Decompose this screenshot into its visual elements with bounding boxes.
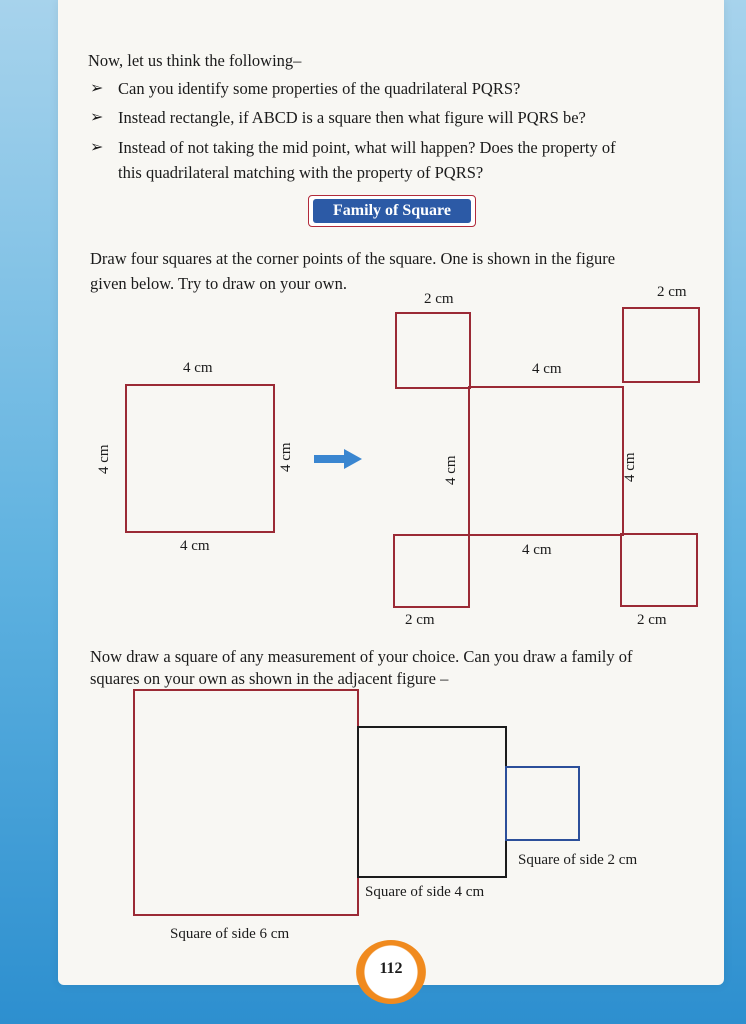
- activity2-line2: squares on your own as shown in the adjacent figure –: [90, 669, 449, 688]
- bullet-arrow-icon: ➢: [90, 109, 104, 126]
- bullet-arrow-icon: ➢: [90, 80, 104, 97]
- square-4cm: [358, 727, 506, 877]
- bottom-left-small-label: 2 cm: [405, 612, 435, 628]
- center-top-label: 4 cm: [532, 361, 562, 377]
- square-6cm-label: Square of side 6 cm: [170, 926, 290, 942]
- bullet-item-2: Instead rectangle, if ABCD is a square then what figure will PQRS be?: [118, 108, 586, 127]
- bullet-item-3-cont: this quadrilateral matching with the property of PQRS?: [118, 163, 484, 182]
- left-square-left-label: 4 cm: [96, 444, 112, 474]
- top-left-small-label: 2 cm: [424, 291, 454, 307]
- activity1-line1: Draw four squares at the corner points of the square. One is shown in the figure: [90, 249, 616, 268]
- intro-lead: Now, let us think the following–: [88, 51, 302, 70]
- top-right-small-label: 2 cm: [657, 284, 687, 300]
- section-heading: Family of Square: [313, 199, 471, 223]
- activity2-line1: Now draw a square of any measurement of your choice. Can you draw a family of: [90, 647, 633, 666]
- base-square: [126, 385, 274, 532]
- page-number: 112: [379, 960, 403, 977]
- center-left-label: 4 cm: [443, 455, 459, 485]
- right-arrow-icon: [314, 449, 362, 469]
- corner-square-bottom-right: [621, 534, 697, 606]
- corner-square-bottom-left: [394, 535, 469, 607]
- square-6cm: [134, 690, 358, 915]
- corner-square-top-right: [623, 308, 699, 382]
- bottom-right-small-label: 2 cm: [637, 612, 667, 628]
- left-square-bottom-label: 4 cm: [180, 538, 210, 554]
- corner-square-top-left: [396, 313, 470, 388]
- activity1-line2: given below. Try to draw on your own.: [90, 274, 347, 293]
- bullet-item-3: Instead of not taking the mid point, what will happen? Does the property of: [118, 138, 616, 157]
- center-square: [469, 387, 623, 535]
- center-right-label: 4 cm: [622, 452, 638, 482]
- square-2cm: [506, 767, 579, 840]
- square-2cm-label: Square of side 2 cm: [518, 852, 638, 868]
- left-square-top-label: 4 cm: [183, 360, 213, 376]
- center-bottom-label: 4 cm: [522, 542, 552, 558]
- square-4cm-label: Square of side 4 cm: [365, 884, 485, 900]
- bullet-arrow-icon: ➢: [90, 139, 104, 156]
- left-square-right-label: 4 cm: [278, 442, 294, 472]
- bullet-item-1: Can you identify some properties of the quadrilateral PQRS?: [118, 79, 521, 98]
- page-number-badge: [356, 940, 426, 1004]
